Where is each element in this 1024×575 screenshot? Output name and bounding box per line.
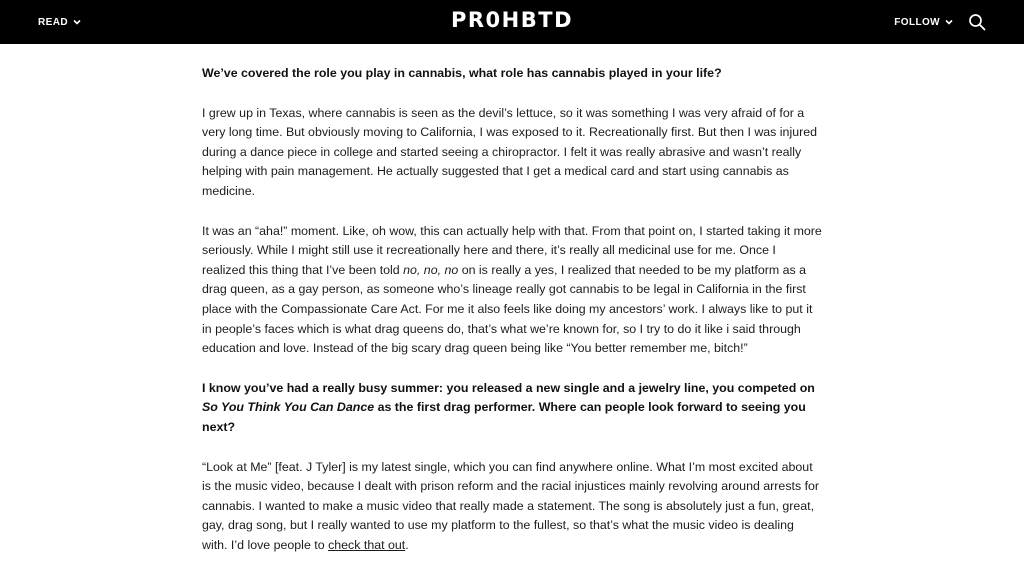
read-menu-label: READ [38,16,68,28]
article-body [202,64,822,575]
follow-menu-button[interactable] [894,17,954,28]
answer-emphasis: no, no, no [403,262,459,277]
question-emphasis: So You Think You Can Dance [202,400,375,415]
chevron-down-icon [944,17,954,27]
search-icon[interactable] [968,13,986,31]
interview-question [202,379,822,438]
answer-text: . [405,537,409,552]
interview-answer [202,458,822,556]
interview-question: We’ve covered the role you play in cannabis, what role has cannabis played in your life? [202,66,722,80]
music-video-link[interactable]: check that out [328,537,406,552]
question-text: as the first drag performer. Where can people look forward to seeing you next? [202,400,806,434]
answer-text: on is really a yes, I realized that needed to be my platform as a drag queen, as a gay person, as someone who’s lineage really got cannabis to be legal in California in the first place with the Compassionate Care Act. For me it also feels like doing my ancestors’ work. I always like to put it in people’s faces which is what drag queens do, that’s what we’re known for, so I try to do it like i said through education and love. Instead of the big scary drag queen being like “You better remember me, bitch!” [202,262,813,356]
site-logo[interactable]: PR0HBTD [450,8,573,32]
question-text: I know you’ve had a really busy summer: you released a new single and a jewelry line, you competed on [202,380,815,395]
top-nav-bar [0,0,1024,44]
answer-text: “Look at Me” [feat. J Tyler] is my latest single, which you can find anywhere online. What I’m most excited about is the music video, because I dealt with prison reform and the racial injustices mainly revolving around arrests for cannabis. I wanted to make a music video that really made a statement. The song is absolutely just a fun, great, gay, drag song, but I really wanted to use my platform to the fullest, so that’s what the music video is dealing with. I’d love people to [202,459,820,552]
interview-answer: I grew up in Texas, where cannabis is seen as the devil’s lettuce, so it was something I was very afraid of for a very long time. But obviously moving to California, I was exposed to it. Recreationally first. But then I was injured during a dance piece in college and started seeing a chiropractor. I felt it was really abrasive and wasn’t really helping with pain management. He actually suggested that I get a medical card and start using cannabis as medicine. [202,105,818,198]
follow-menu-label: FOLLOW [894,16,940,28]
interview-answer [202,222,822,359]
answer-text: It was an “aha!” moment. Like, oh wow, this can actually help with that. From that point on, I started taking it more seriously. While I might still use it recreationally here and there, it’s really all medicinal use for me. Once I realized this thing that I’ve been told [202,223,822,277]
